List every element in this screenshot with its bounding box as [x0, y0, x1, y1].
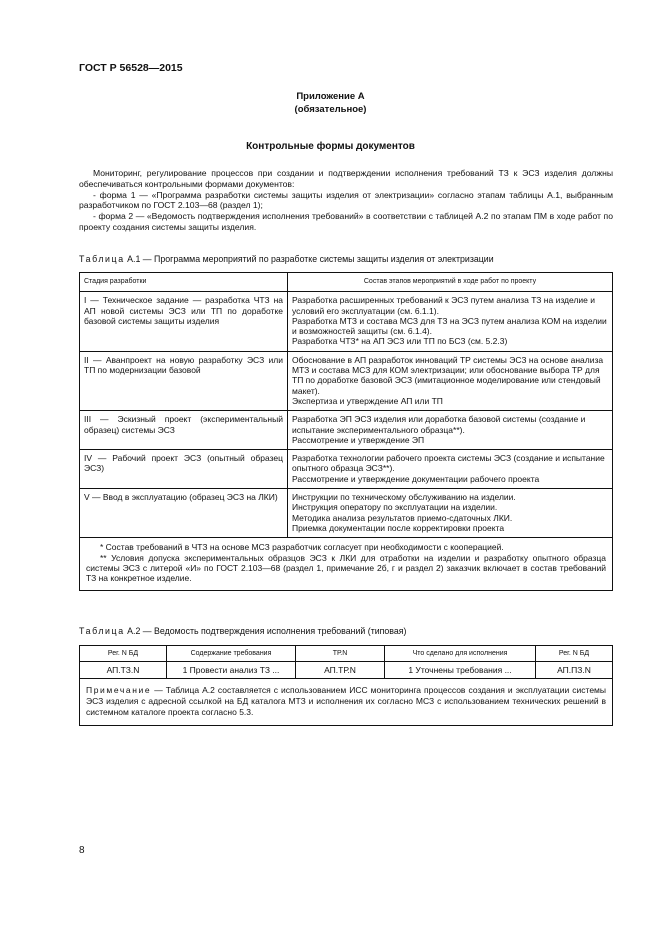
intro-paragraph-2: - форма 1 — «Программа разработки системы защиты изделия от электризации» согласно этапам таблицы А.1, выбранным разработчиком по ГОСТ 2.103—68 (раздел 1); — [79, 189, 613, 211]
stage-cell: V — Ввод в эксплуатацию (образец ЭСЗ на ЛКИ) — [80, 489, 288, 538]
tasks-cell — [288, 489, 613, 538]
table-row — [80, 351, 613, 410]
task-item: Инструкции по техническому обслуживанию на изделии. — [292, 492, 516, 503]
caption-text: А.1 — Программа мероприятий по разработке системы защиты изделия от электризации — [124, 254, 494, 264]
task-item: Экспертиза и утверждение АП или ТП — [292, 395, 443, 406]
task-item: Разработка ЭП ЭСЗ изделия или доработка базовой системы (создание и испытание экспериментального образца**). — [292, 414, 586, 435]
caption-label: Таблица — [79, 254, 125, 264]
tasks-cell — [288, 411, 613, 450]
note-label: Примечание — [86, 685, 152, 695]
stage-cell: II — Аванпроект на новую разработку ЭСЗ или ТП по модернизации базовой — [80, 351, 288, 410]
note-cell — [80, 679, 613, 726]
task-item: Разработка расширенных требований к ЭСЗ путем анализа ТЗ на изделие и условий его эксплуатации (см. 6.1.1). — [292, 295, 595, 316]
table-row — [80, 411, 613, 450]
table-a2-caption — [79, 626, 406, 636]
footnote-1: * Состав требований в ЧТЗ на основе МСЗ разработчик согласует при необходимости с кооперацией. — [100, 542, 504, 553]
intro-text — [79, 168, 613, 233]
task-item: Разработка МТЗ и состава МСЗ для ТЗ на ЭСЗ путем анализа КОМ на изделии и возможностей защиты (см. 6.1.4). — [292, 315, 607, 337]
task-item: Методика анализа результатов приемо-сдаточных ЛКИ. — [292, 512, 513, 523]
caption-text: А.2 — Ведомость подтверждения исполнения требований (типовая) — [124, 626, 407, 636]
col-header-reg-n: Рег. N БД — [80, 646, 167, 662]
footnotes-cell — [80, 538, 613, 591]
stage-cell: III — Эскизный проект (экспериментальный образец) системы ЭСЗ — [80, 411, 288, 450]
col-header-tr-n: ТР.N — [296, 646, 385, 662]
appendix-subtitle: (обязательное) — [294, 104, 367, 115]
table-a1-caption — [79, 254, 494, 264]
table-header-row — [80, 646, 613, 662]
table-header-row — [80, 273, 613, 292]
col-header-reg-n-2: Рег. N БД — [536, 646, 613, 662]
col-header-done: Что сделано для исполнения — [385, 646, 536, 662]
document-id: ГОСТ Р 56528—2015 — [79, 62, 183, 74]
col-header-tasks: Состав этапов мероприятий в ходе работ по проекту — [288, 273, 613, 292]
task-item: Обоснование в АП разработок инноваций ТР системы ЭСЗ на основе анализа МТЗ и состава МСЗ для КОМ электризации; или обоснование выбора ТР для ТП по доработке базовой ЭСЗ (имитационное моделирование или стендовый макет). — [292, 354, 604, 396]
tasks-cell — [288, 450, 613, 489]
stage-cell: IV — Рабочий проект ЭСЗ (опытный образец ЭСЗ) — [80, 450, 288, 489]
task-item: Рассмотрение и утверждение документации рабочего проекта — [292, 473, 540, 484]
table-a1 — [79, 272, 613, 591]
table-cell: 1 Уточнены требования ... — [385, 662, 536, 679]
intro-paragraph-3: - форма 2 — «Ведомость подтверждения исполнения требований» в соответствии с таблицей А.2 по этапам ПМ в ходе работ по проекту создания системы защиты изделия. — [79, 211, 613, 232]
col-header-requirement: Содержание требования — [167, 646, 296, 662]
table-row — [80, 489, 613, 538]
task-item: Приемка документации после корректировки проекта — [292, 522, 505, 533]
table-cell: АП.ТЗ.N — [80, 662, 167, 679]
table-footnotes-row — [80, 538, 613, 591]
page-number: 8 — [79, 845, 85, 856]
task-item: Разработка ЧТЗ* на АП ЭСЗ или ТП по БСЗ (см. 5.2.3) — [292, 336, 508, 347]
caption-label: Таблица — [79, 626, 125, 636]
tasks-cell — [288, 292, 613, 351]
table-cell: АП.ТР.N — [296, 662, 385, 679]
table-row — [80, 662, 613, 679]
footnote-2: ** Условия допуска экспериментальных образцов ЭСЗ к ЛКИ для отработки на изделии и разработку опытного образца системы ЭСЗ с литерой «И» по ГОСТ 2.103—68 (раздел 1, примечание 2б, г и раздел 2) заказчик включает в состав требований ТЗ на конкретное изделие. — [86, 552, 606, 584]
intro-paragraph-1: Мониторинг, регулирование процессов при создании и подтверждении исполнения требований ТЗ к ЭСЗ изделия должны обеспечиваться контрольными формами документов: — [79, 168, 613, 189]
table-cell: 1 Провести анализ ТЗ ... — [167, 662, 296, 679]
table-cell: АП.ПЗ.N — [536, 662, 613, 679]
tasks-cell — [288, 351, 613, 410]
task-item: Рассмотрение и утверждение ЭП — [292, 434, 425, 445]
stage-cell: I — Техническое задание — разработка ЧТЗ на АП новой системы ЭСЗ или ТП по доработке базовой системы защиты изделия — [80, 292, 288, 351]
table-note-row — [80, 679, 613, 726]
table-a2 — [79, 645, 613, 726]
task-item: Разработка технологии рабочего проекта системы ЭСЗ (создание и испытание опытного образца ЭСЗ**). — [292, 453, 605, 474]
table-row — [80, 292, 613, 351]
appendix-title: Приложение А — [296, 91, 365, 102]
col-header-stage: Стадия разработки — [80, 273, 288, 292]
table-row — [80, 450, 613, 489]
section-title: Контрольные формы документов — [246, 141, 415, 152]
task-item: Инструкция оператору по эксплуатации на изделии. — [292, 502, 498, 513]
note-text: — Таблица А.2 составляется с использованием ИСС мониторинга процессов создания и эксплуатации системы ЭСЗ изделия с адресной ссылкой на БД каталога МТЗ и исполнения их согласно МСЗ с использованием технических решений в системном каталоге проекта согласно 5.3. — [86, 685, 606, 717]
